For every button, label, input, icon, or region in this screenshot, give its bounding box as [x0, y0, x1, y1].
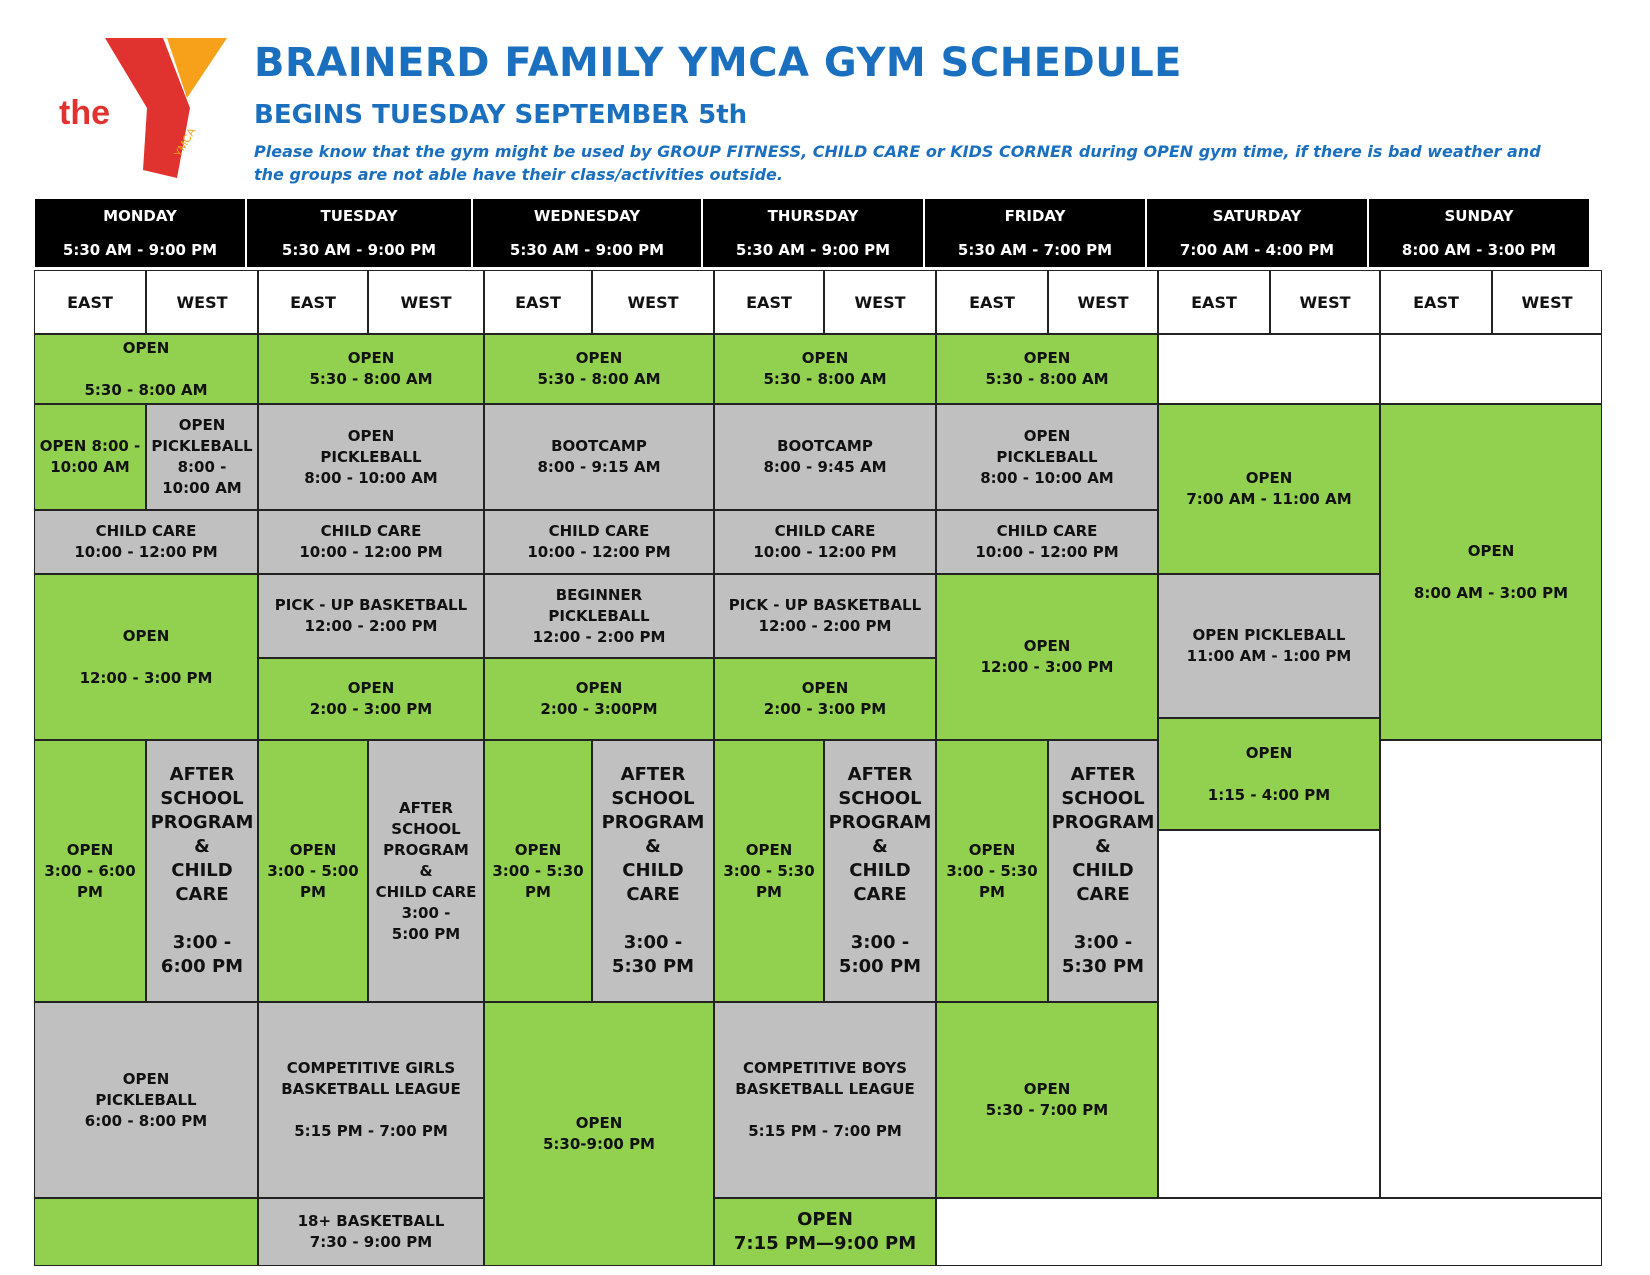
tuesday-open-3: OPEN 3:00 - 5:00 PM [258, 740, 368, 1002]
sunday-empty-early [1380, 334, 1602, 404]
day-header-tuesday [246, 198, 472, 268]
tuesday-pickleball-8: OPEN PICKLEBALL 8:00 - 10:00 AM [258, 404, 484, 510]
day-header-saturday [1146, 198, 1368, 268]
wednesday-childcare: CHILD CARE 10:00 - 12:00 PM [484, 510, 714, 574]
day-hours: 8:00 AM - 3:00 PM [1401, 241, 1557, 259]
saturday-pickleball: OPEN PICKLEBALL 11:00 AM - 1:00 PM [1158, 574, 1380, 718]
day-header-monday [34, 198, 246, 268]
court-east-sunday: EAST [1380, 270, 1492, 334]
court-east-wednesday: EAST [484, 270, 592, 334]
monday-pickleball-6: OPEN PICKLEBALL 6:00 - 8:00 PM [34, 1002, 258, 1198]
court-west-sunday: WEST [1492, 270, 1602, 334]
ymca-logo [55, 38, 235, 183]
day-header-sunday [1368, 198, 1590, 268]
tuesday-pickup-basketball: PICK - UP BASKETBALL 12:00 - 2:00 PM [258, 574, 484, 658]
thursday-open-2: OPEN 2:00 - 3:00 PM [714, 658, 936, 740]
weather-note: Please know that the gym might be used by GROUP FITNESS, CHILD CARE or KIDS CORNER during OPEN gym time, if there is bad weather and the groups are not able have their class/activities outside. [254, 142, 1541, 184]
day-name: TUESDAY [320, 207, 398, 225]
day-name: SATURDAY [1212, 207, 1302, 225]
saturday-empty-early [1158, 334, 1380, 404]
friday-open-evening: OPEN 5:30 - 7:00 PM [936, 1002, 1158, 1198]
wednesday-open-2: OPEN 2:00 - 3:00PM [484, 658, 714, 740]
friday-open-3: OPEN 3:00 - 5:30 PM [936, 740, 1048, 1002]
day-name: THURSDAY [767, 207, 859, 225]
day-hours: 7:00 AM - 4:00 PM [1179, 241, 1335, 259]
tuesday-open-early: OPEN 5:30 - 8:00 AM [258, 334, 484, 404]
day-name: MONDAY [103, 207, 177, 225]
ymca-logo-the: the [59, 94, 110, 132]
monday-open-early: OPEN 5:30 - 8:00 AM [34, 334, 258, 404]
day-name: SUNDAY [1444, 207, 1514, 225]
monday-open-3: OPEN 3:00 - 6:00 PM [34, 740, 146, 1002]
court-west-wednesday: WEST [592, 270, 714, 334]
thursday-childcare: CHILD CARE 10:00 - 12:00 PM [714, 510, 936, 574]
day-hours: 5:30 AM - 9:00 PM [735, 241, 891, 259]
thursday-open-3: OPEN 3:00 - 5:30 PM [714, 740, 824, 1002]
court-west-saturday: WEST [1270, 270, 1380, 334]
page-subtitle: BEGINS TUESDAY SEPTEMBER 5th [254, 100, 748, 130]
wednesday-open-evening: OPEN 5:30-9:00 PM [484, 1002, 714, 1266]
schedule-grid [34, 198, 1602, 1266]
tuesday-girls-league: COMPETITIVE GIRLS BASKETBALL LEAGUE 5:15 PM - 7:00 PM [258, 1002, 484, 1198]
saturday-empty-late [1158, 830, 1380, 1198]
tuesday-after-school: AFTER SCHOOL PROGRAM & CHILD CARE 3:00 - 5:00 PM [368, 740, 484, 1002]
friday-after-school: AFTER SCHOOL PROGRAM & CHILD CARE 3:00 - 5:30 PM [1048, 740, 1158, 1002]
monday-after-school: AFTER SCHOOL PROGRAM & CHILD CARE 3:00 - 6:00 PM [146, 740, 258, 1002]
court-west-thursday: WEST [824, 270, 936, 334]
friday-pickleball-8: OPEN PICKLEBALL 8:00 - 10:00 AM [936, 404, 1158, 510]
day-hours: 5:30 AM - 7:00 PM [957, 241, 1113, 259]
thursday-after-school: AFTER SCHOOL PROGRAM & CHILD CARE 3:00 - 5:00 PM [824, 740, 936, 1002]
court-east-monday: EAST [34, 270, 146, 334]
friday-open-early: OPEN 5:30 - 8:00 AM [936, 334, 1158, 404]
saturday-open-115: OPEN 1:15 - 4:00 PM [1158, 718, 1380, 830]
monday-late [34, 1198, 258, 1266]
day-header-friday [924, 198, 1146, 268]
monday-open-8: OPEN 8:00 - 10:00 AM [34, 404, 146, 510]
day-name: FRIDAY [1004, 207, 1066, 225]
day-name: WEDNESDAY [533, 207, 641, 225]
tuesday-childcare: CHILD CARE 10:00 - 12:00 PM [258, 510, 484, 574]
day-header-wednesday [472, 198, 702, 268]
weekend-empty-bottom [936, 1198, 1602, 1266]
wednesday-open-3: OPEN 3:00 - 5:30 PM [484, 740, 592, 1002]
monday-open-noon: OPEN 12:00 - 3:00 PM [34, 574, 258, 740]
wednesday-beginner-pickleball: BEGINNER PICKLEBALL 12:00 - 2:00 PM [484, 574, 714, 658]
court-east-friday: EAST [936, 270, 1048, 334]
wednesday-after-school: AFTER SCHOOL PROGRAM & CHILD CARE 3:00 - 5:30 PM [592, 740, 714, 1002]
saturday-open-7: OPEN 7:00 AM - 11:00 AM [1158, 404, 1380, 574]
court-east-tuesday: EAST [258, 270, 368, 334]
court-west-friday: WEST [1048, 270, 1158, 334]
thursday-pickup-basketball: PICK - UP BASKETBALL 12:00 - 2:00 PM [714, 574, 936, 658]
friday-childcare: CHILD CARE 10:00 - 12:00 PM [936, 510, 1158, 574]
sunday-open: OPEN 8:00 AM - 3:00 PM [1380, 404, 1602, 740]
court-east-thursday: EAST [714, 270, 824, 334]
day-hours: 5:30 AM - 9:00 PM [509, 241, 665, 259]
thursday-bootcamp: BOOTCAMP 8:00 - 9:45 AM [714, 404, 936, 510]
sunday-empty-late [1380, 740, 1602, 1198]
friday-open-noon: OPEN 12:00 - 3:00 PM [936, 574, 1158, 740]
wednesday-open-early: OPEN 5:30 - 8:00 AM [484, 334, 714, 404]
thursday-boys-league: COMPETITIVE BOYS BASKETBALL LEAGUE 5:15 PM - 7:00 PM [714, 1002, 936, 1198]
court-west-tuesday: WEST [368, 270, 484, 334]
tuesday-open-2: OPEN 2:00 - 3:00 PM [258, 658, 484, 740]
tuesday-18plus-basketball: 18+ BASKETBALL 7:30 - 9:00 PM [258, 1198, 484, 1266]
monday-pickleball-8: OPEN PICKLEBALL 8:00 - 10:00 AM [146, 404, 258, 510]
wednesday-bootcamp: BOOTCAMP 8:00 - 9:15 AM [484, 404, 714, 510]
page-title: BRAINERD FAMILY YMCA GYM SCHEDULE [254, 40, 1183, 86]
day-hours: 5:30 AM - 9:00 PM [281, 241, 437, 259]
day-hours: 5:30 AM - 9:00 PM [62, 241, 218, 259]
ymca-logo-mark: YMCA [172, 125, 199, 160]
thursday-open-715: OPEN 7:15 PM—9:00 PM [714, 1198, 936, 1266]
monday-childcare: CHILD CARE 10:00 - 12:00 PM [34, 510, 258, 574]
thursday-open-early: OPEN 5:30 - 8:00 AM [714, 334, 936, 404]
court-east-saturday: EAST [1158, 270, 1270, 334]
day-header-thursday [702, 198, 924, 268]
court-west-monday: WEST [146, 270, 258, 334]
